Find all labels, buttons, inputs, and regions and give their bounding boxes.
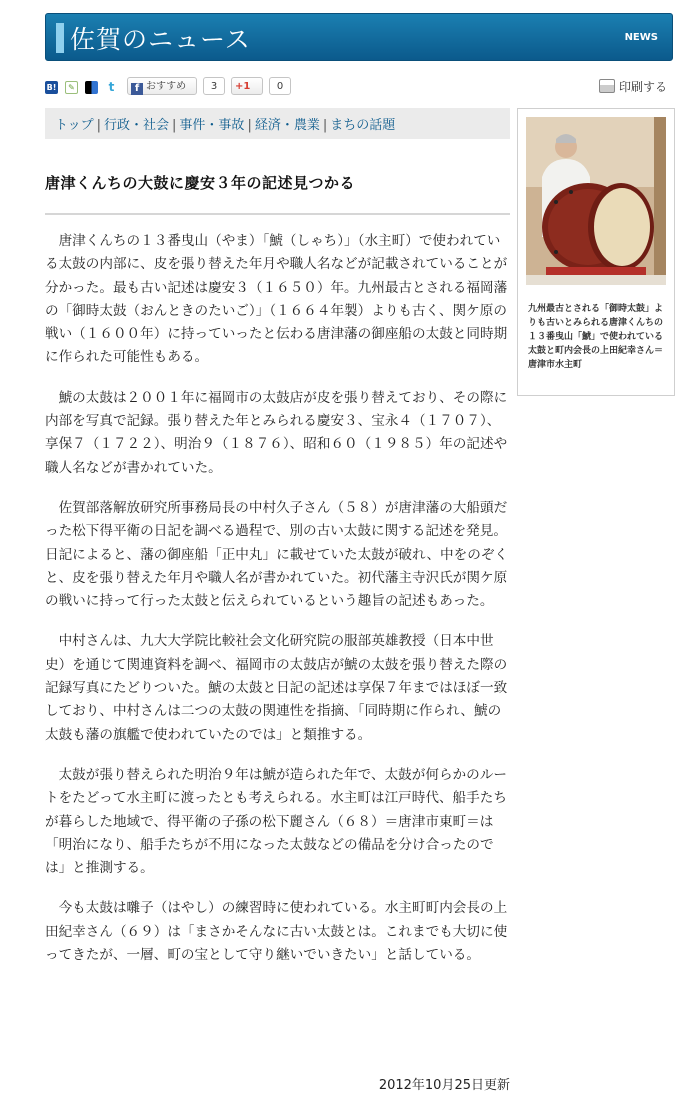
photo-illustration [526,117,666,285]
article-headline: 唐津くんちの大鼓に慶安３年の記述見つかる [45,174,356,192]
facebook-icon: f [131,83,143,95]
delicious-icon[interactable] [85,81,98,94]
facebook-recommend-label: おすすめ [146,81,187,92]
header-accent-bar [56,23,64,53]
print-label: 印刷する [618,80,667,94]
article-paragraph: 太鼓が張り替えられた明治９年は鯱が造られた年で、太鼓が何らかのルートをたどって水主町に渡ったとも考えられる。水主町は江戸時代、船手たちが暮らした地域で、得平衛の子孫の松下麗さん（６８）＝唐津市東町＝は「明治になり、船手たちが不用になった太鼓などの備品を分け合ったのでは」と推測する。 [45,766,507,877]
page-title: 佐賀のニュース [70,25,251,54]
google-plus-label: +1 [235,81,251,92]
social-bar [45,76,675,98]
article-paragraph: 中村さんは、九大大学院比較社会文化研究院の服部英雄教授（日本中世史）を通じて関連資料を調べ、福岡市の太鼓店が鯱の太鼓を張り替えた際の記録写真にたどりついた。鯱の太鼓と日記の記述は享保７年まではほぼ一致しており、中村さんは二つの太鼓の関連性を指摘、「同時期に作られ、鯱の太鼓も藩の旗艦で使われていたのでは」と類推する。 [45,633,508,743]
article-paragraph: 今も太鼓は囃子（はやし）の練習時に使われている。水主町町内会長の上田紀幸さん（６９）は「まさかそんなに古い太鼓とは。これまでも大切に使ってきたが、一層、町の宝として守り継いでいきたい」と話している。 [45,900,508,964]
facebook-recommend-button[interactable] [127,77,197,95]
twitter-icon[interactable]: t [105,81,118,94]
news-badge: NEWS [624,32,658,43]
nav-item-top[interactable]: トップ [55,118,94,133]
headline-divider [45,213,510,215]
nav-item-incidents[interactable]: 事件・事故 [179,118,245,133]
article-paragraph: 唐津くんちの１３番曳山（やま）「鯱（しゃち）」（水主町）で使われている太鼓の内部に、皮を張り替えた年月や職人名などが記載されていることが分かった。最も古い記述は慶安３（１６５０）年。九州最古とされる福岡藩の「御時太鼓（おんときのたいご）」（１６６４年製）よりも古く、関ケ原の戦い（１６００年）に持っていったと伝わる唐津藩の御座船の太鼓と同時期に作られた可能性もある。 [45,233,508,366]
taiko-drum-photo[interactable] [526,117,666,285]
print-link[interactable] [599,78,667,95]
nav-item-economy-agriculture[interactable]: 経済・農業 [254,118,320,133]
facebook-count: 3 [203,77,225,95]
google-plus-count: 0 [269,77,291,95]
article-paragraph: 佐賀部落解放研究所事務局長の中村久子さん（５８）が唐津藩の大船頭だった松下得平衛の日記を調べる過程で、別の古い太鼓に関する記述を発見。日記によると、藩の御座船「正中丸」に載せていた太鼓が破れ、中をのぞくと、皮を張り替えた年月や職人名が書かれていた。初代藩主寺沢氏が関ケ原の戦いに持って行った太鼓と伝えられているという趣旨の記述もあった。 [45,499,509,610]
article-paragraph: 鯱の太鼓は２００１年に福岡市の太鼓店が皮を張り替えており、その際に内部を写真で記録。張り替えた年とみられる慶安３、宝永４（１７０７）、享保７（１７２２）、明治９（１８７６）、昭和６０（１９８５）年の記述や職人名などが書かれていた。 [45,389,508,476]
hatena-bookmark-icon[interactable]: B! [46,83,57,92]
updated-date: 2012年10月25日更新 [378,1078,510,1093]
nav-item-government-society[interactable]: 行政・社会 [104,118,170,133]
google-plus-one-button[interactable] [231,77,263,95]
section-header [45,13,673,61]
photo-caption: 九州最古とされる「御時太鼓」よりも古いとみられる唐津くんちの１３番曳山「鯱」で使われている太鼓と町内会長の上田紀幸さん＝唐津市水主町 [528,304,664,370]
category-nav: トップ | 行政・社会 | 事件・事故 | 経済・農業 | まちの話題 [45,108,510,139]
evernote-icon[interactable]: ✎ [65,81,78,94]
article-body [45,230,510,984]
nav-item-town-topics[interactable]: まちの話題 [330,118,396,133]
photo-panel [517,108,675,396]
printer-icon [599,79,615,93]
